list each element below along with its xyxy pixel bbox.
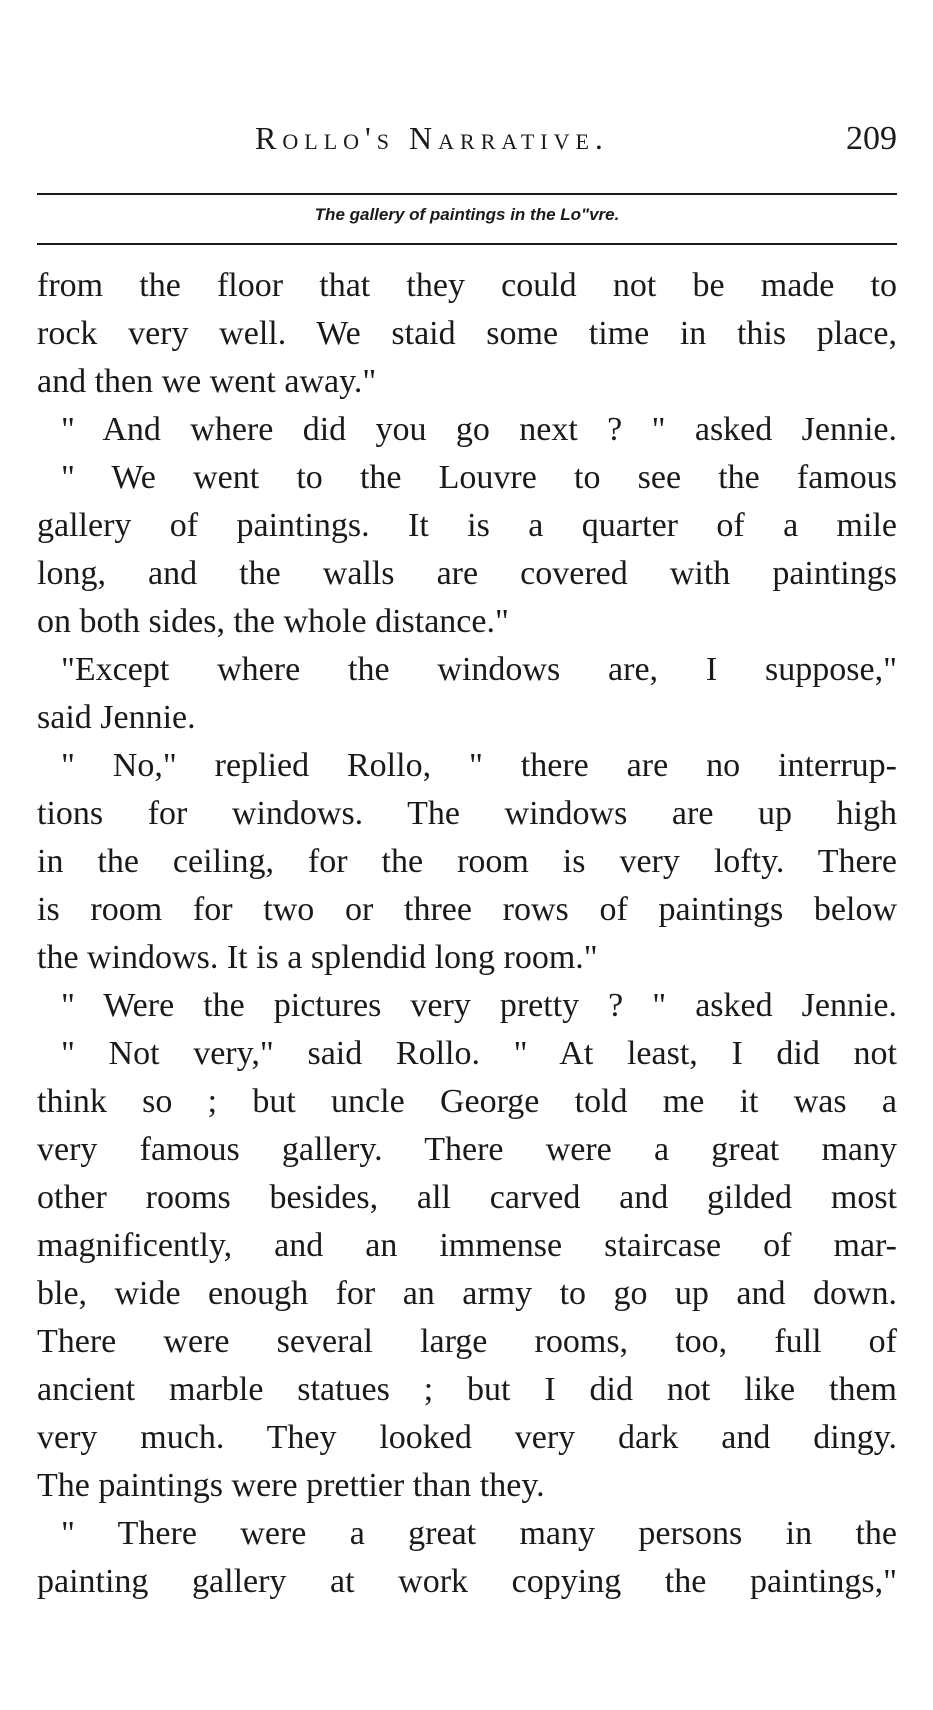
text-line: magnificently, and an immense staircase of mar- <box>37 1227 897 1264</box>
text-line: " We went to the Louvre to see the famous <box>61 459 897 496</box>
text-line: other rooms besides, all carved and gilded most <box>37 1179 897 1216</box>
page-number: 209 <box>846 120 897 157</box>
text-line: " No," replied Rollo, " there are no interrup- <box>61 747 897 784</box>
header-rule-top <box>37 193 897 195</box>
running-head <box>37 120 897 168</box>
running-title: Rollo's Narrative. <box>255 120 609 156</box>
text-line: very famous gallery. There were a great many <box>37 1131 897 1168</box>
text-line: on both sides, the whole distance." <box>37 603 509 640</box>
text-line: the windows. It is a splendid long room." <box>37 939 598 976</box>
text-line: " And where did you go next ? " asked Jennie. <box>61 411 897 448</box>
text-line: " Were the pictures very pretty ? " asked Jennie. <box>61 987 897 1024</box>
text-line: is room for two or three rows of paintings below <box>37 891 897 928</box>
text-line: " There were a great many persons in the <box>61 1515 897 1552</box>
text-line: and then we went away." <box>37 363 377 400</box>
text-line: said Jennie. <box>37 699 196 736</box>
body-text <box>37 262 897 1606</box>
text-line: " Not very," said Rollo. " At least, I did not <box>61 1035 897 1072</box>
text-line: gallery of paintings. It is a quarter of a mile <box>37 507 897 544</box>
text-line: in the ceiling, for the room is very lofty. There <box>37 843 897 880</box>
text-line: There were several large rooms, too, full of <box>37 1323 897 1360</box>
header-rule-bottom <box>37 243 897 245</box>
text-line: think so ; but uncle George told me it was a <box>37 1083 897 1120</box>
text-line: painting gallery at work copying the paintings," <box>37 1563 897 1600</box>
section-subhead: The gallery of paintings in the Lo"vre. <box>314 205 620 224</box>
text-line: rock very well. We staid some time in this place, <box>37 315 897 352</box>
text-line: from the floor that they could not be made to <box>37 267 897 304</box>
text-line: very much. They looked very dark and dingy. <box>37 1419 897 1456</box>
text-line: long, and the walls are covered with paintings <box>37 555 897 592</box>
text-line: "Except where the windows are, I suppose," <box>61 651 897 688</box>
text-line: The paintings were prettier than they. <box>37 1467 545 1504</box>
text-line: tions for windows. The windows are up high <box>37 795 897 832</box>
text-line: ancient marble statues ; but I did not like them <box>37 1371 897 1408</box>
text-line: ble, wide enough for an army to go up and down. <box>37 1275 897 1312</box>
